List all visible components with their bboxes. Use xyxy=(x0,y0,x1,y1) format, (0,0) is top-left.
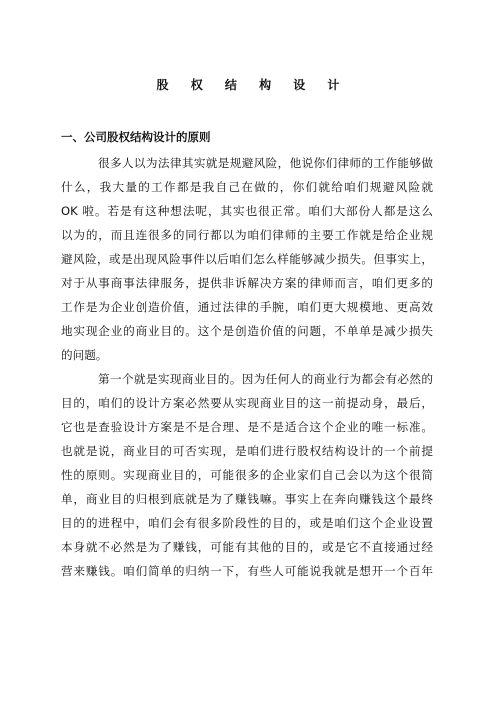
paragraph-line: 本身就不必然是为了赚钱，可能有其他的目的，或是它不直接通过经 xyxy=(61,540,433,554)
paragraph-line: 很多人以为法律其实就是规避风险，他说你们律师的工作能够做 xyxy=(98,156,433,170)
document-title: 股 权 结 构 设 计 xyxy=(156,78,349,92)
paragraph-line: 它也是查验设计方案是不是合理、是不是适合这个企业的唯一标准。 xyxy=(61,420,433,434)
paragraph-line: 也就是说，商业目的可否实现，是咱们进行股权结构设计的一个前提 xyxy=(61,444,433,458)
paragraph-line: 避风险，或是出现风险事件以后咱们怎么样能够减少损失。但事实上， xyxy=(61,252,433,266)
paragraph-line: OK 啦。若是有这种想法呢，其实也很正常。咱们大部份人都是这么 xyxy=(61,204,433,218)
paragraph-line: 工作是为企业创造价值，通过法律的手腕，咱们更大规模地、更高效 xyxy=(61,300,433,314)
paragraph-line: 对于从事商事法律服务，提供非诉解决方案的律师而言，咱们更多的 xyxy=(61,276,433,290)
paragraph-line: 的问题。 xyxy=(61,348,108,362)
paragraph-line: 第一个就是实现商业目的。因为任何人的商业行为都会有必然的 xyxy=(98,372,433,386)
section-heading: 一、公司股权结构设计的原则 xyxy=(61,130,211,144)
paragraph-line: 以为的，而且连很多的同行都以为咱们律师的主要工作就是给企业规 xyxy=(61,228,433,242)
paragraph-line: 营来赚钱。咱们简单的归纳一下，有些人可能说我就是想开一个百年 xyxy=(61,564,433,578)
paragraph-line: 地实现企业的商业目的。这个是创造价值的问题，不单单是减少损失 xyxy=(61,324,433,338)
paragraph-line: 目的的进程中，咱们会有很多阶段性的目的，或是咱们这个企业设置 xyxy=(61,516,433,530)
paragraph-line: 性的原则。实现商业目的，可能很多的企业家们自己会以为这个很简 xyxy=(61,468,433,482)
paragraph-line: 什么，我大量的工作都是我自己在做的，你们就给咱们规避风险就 xyxy=(61,180,433,194)
paragraph-line: 单，商业目的归根到底就是为了赚钱嘛。事实上在奔向赚钱这个最终 xyxy=(61,492,433,506)
paragraph-line: 目的，咱们的设计方案必然要从实现商业目的这一前提动身，最后， xyxy=(61,396,433,410)
